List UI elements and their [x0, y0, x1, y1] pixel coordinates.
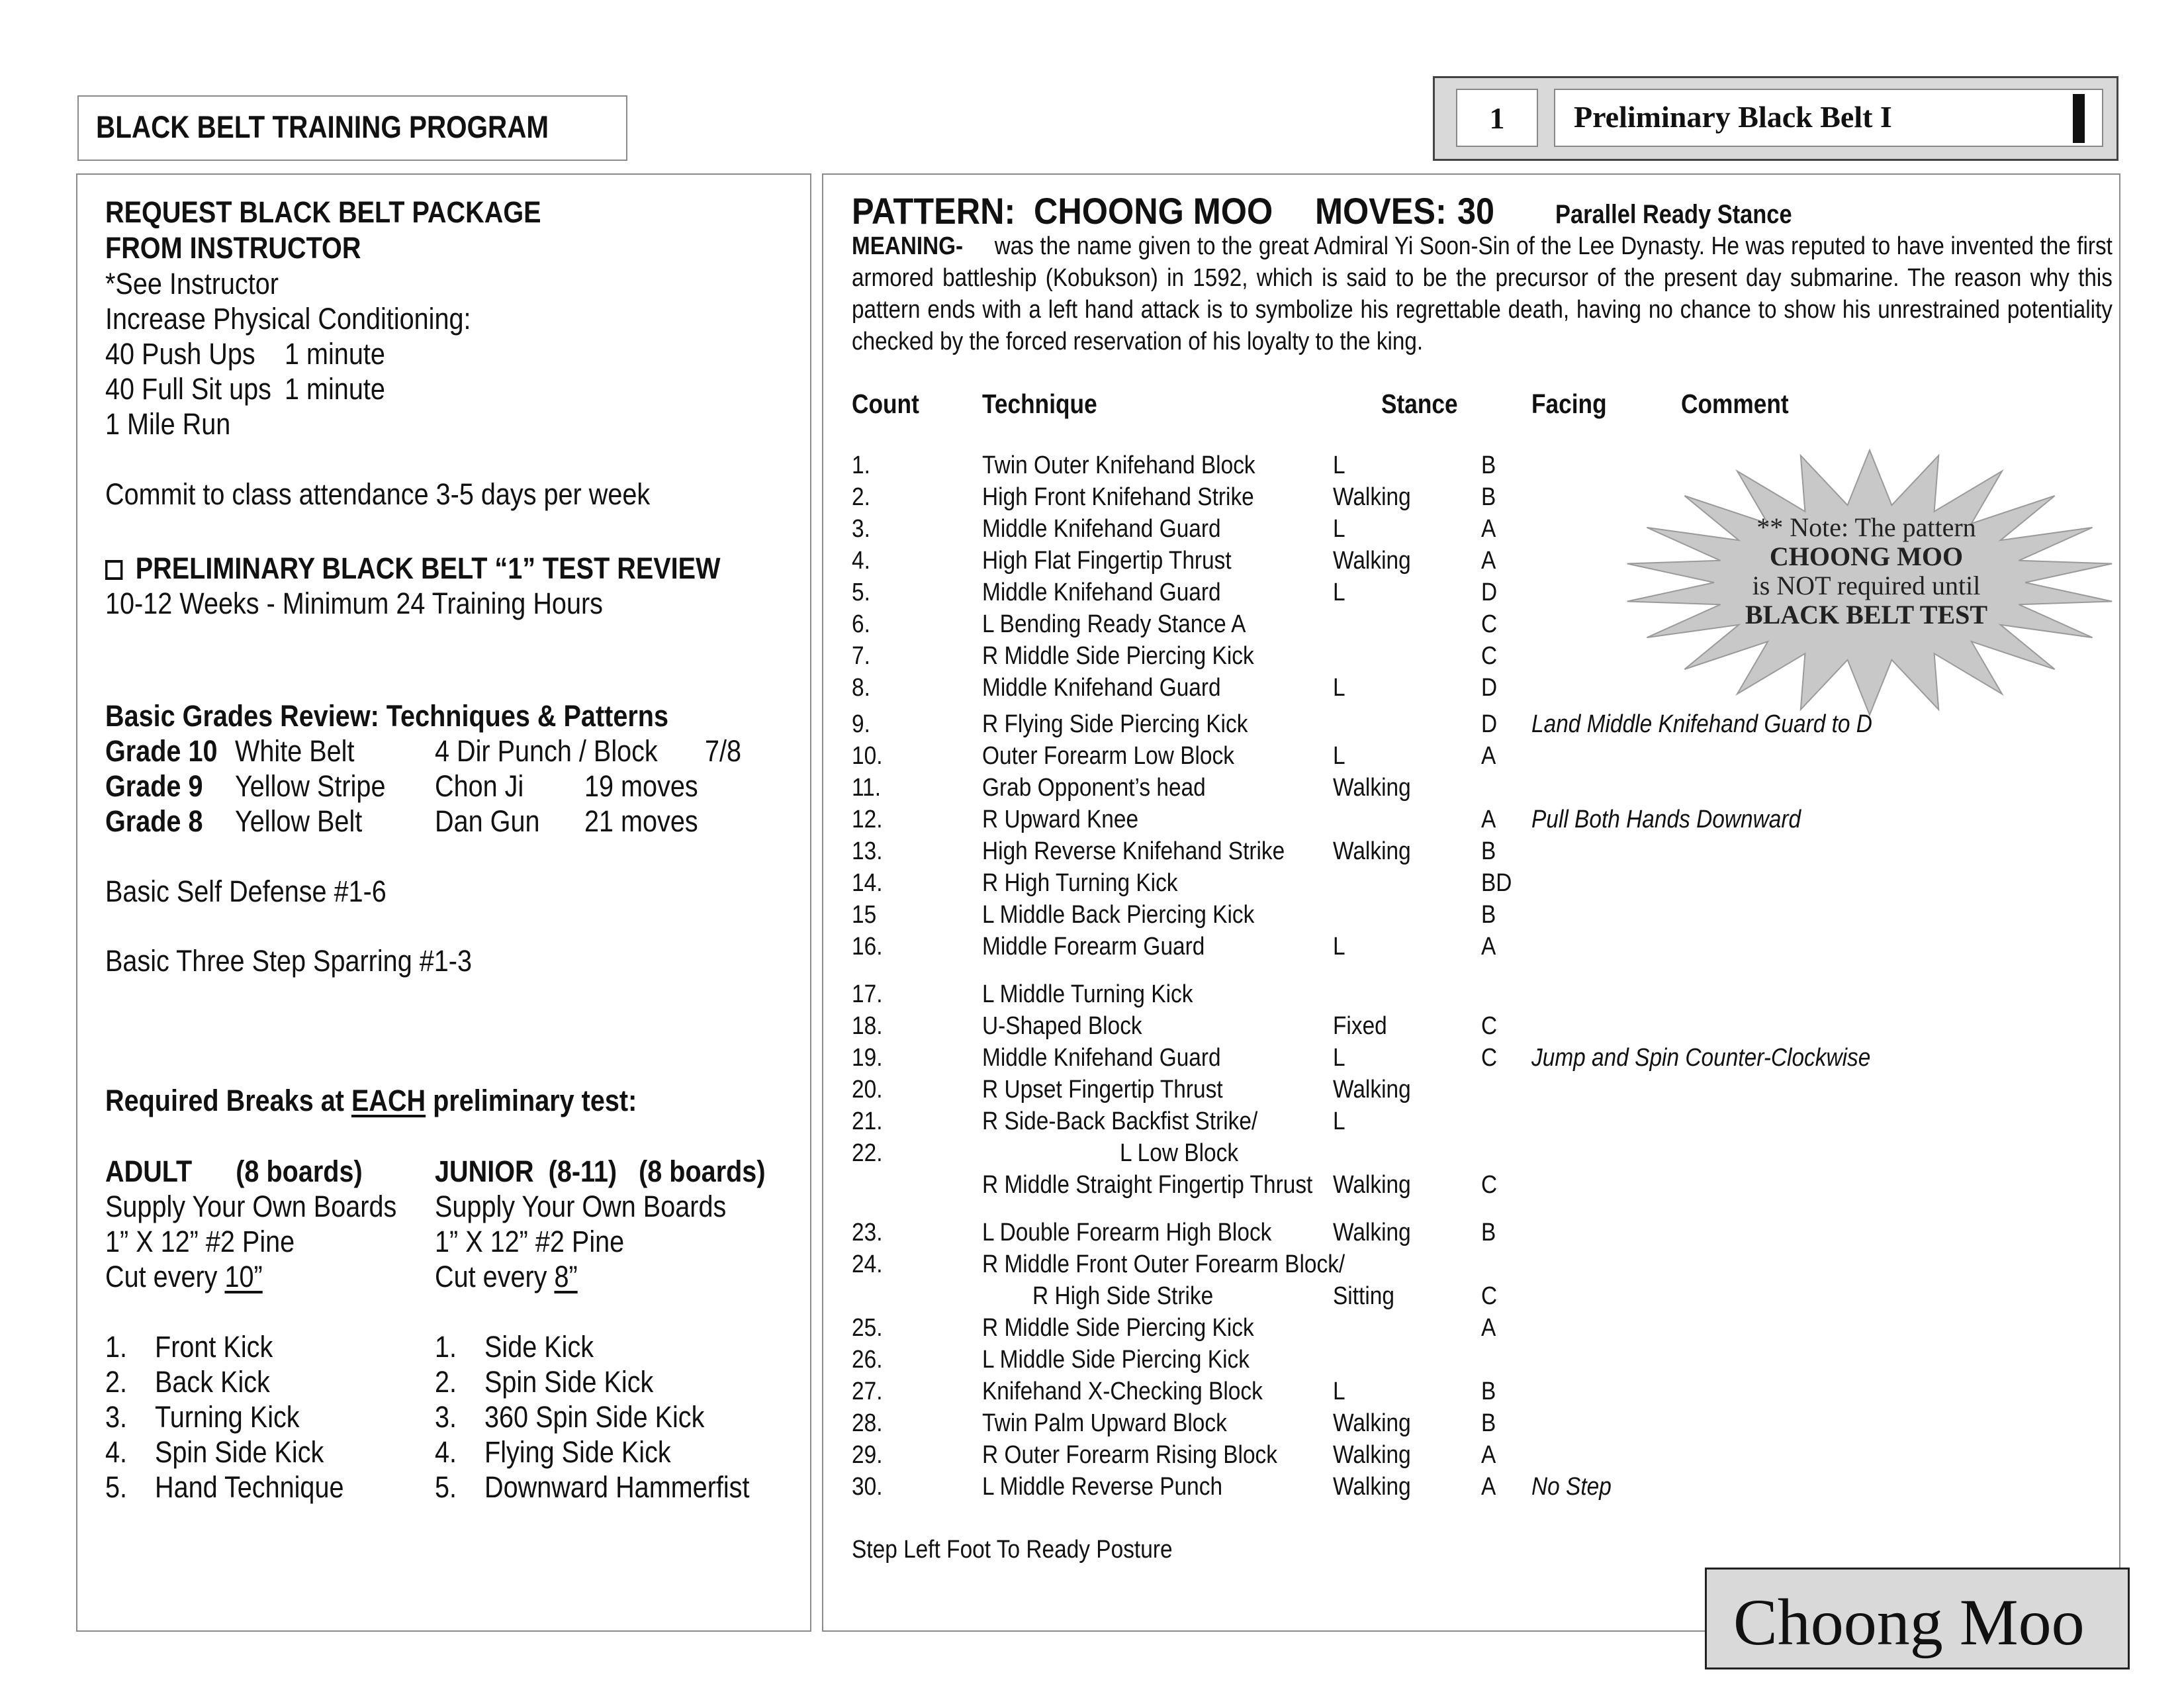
move-row: 15 L Middle Back Piercing Kick B [852, 901, 1496, 929]
break-number: 1. [105, 1330, 128, 1364]
adult-supply: Supply Your Own Boards [105, 1190, 397, 1223]
conditioning-item: 40 Full Sit ups [105, 372, 271, 406]
checkbox-icon[interactable] [105, 560, 122, 580]
adult-break-technique: Back Kick [155, 1365, 270, 1399]
junior-break-technique: Flying Side Kick [484, 1435, 671, 1469]
ready-stance: Parallel Ready Stance [1555, 200, 1792, 229]
col-technique: Technique [982, 389, 1097, 419]
move-row: 27. Knifehand X-Checking Block L B [852, 1378, 1496, 1405]
move-row: 16. Middle Forearm Guard L A [852, 933, 1496, 961]
meaning-label: MEANING- [852, 232, 964, 260]
conditioning-time: 1 minute [285, 337, 385, 371]
move-row: 1. Twin Outer Knifehand Block L B [852, 451, 1496, 479]
adult-heading: ADULT (8 boards) [105, 1154, 363, 1188]
closing-instruction: Step Left Foot To Ready Posture [852, 1536, 1173, 1564]
grade-pattern: Dan Gun [435, 804, 540, 838]
move-row: 17. L Middle Turning Kick [852, 980, 1193, 1008]
break-number: 3. [105, 1400, 128, 1434]
note-line-bold: BLACK BELT TEST [1745, 600, 1988, 630]
move-row: 8. Middle Knifehand Guard L D [852, 674, 1498, 702]
level-header-box [1433, 76, 2118, 161]
adult-break-technique: Spin Side Kick [155, 1435, 324, 1469]
conditioning-item: 1 Mile Run [105, 407, 231, 441]
move-row: 2. High Front Knifehand Strike Walking B [852, 483, 1496, 511]
moves-label: MOVES: [1315, 190, 1447, 232]
self-defense: Basic Self Defense #1-6 [105, 874, 387, 908]
move-row: 24. R Middle Front Outer Forearm Block/ [852, 1250, 1345, 1278]
test-duration: 10-12 Weeks - Minimum 24 Training Hours [105, 586, 603, 620]
pattern-panel [822, 173, 2120, 1632]
moves-count: 30 [1457, 190, 1495, 232]
break-number: 2. [105, 1365, 128, 1399]
level-title-box [1554, 89, 2103, 147]
pattern-label: PATTERN: [852, 190, 1016, 232]
move-row: 30. L Middle Reverse Punch Walking A No Step [852, 1473, 1612, 1501]
title-bar-marker [2073, 94, 2085, 143]
note-line: is NOT required until [1752, 571, 1981, 600]
move-row: 28. Twin Palm Upward Block Walking B [852, 1409, 1496, 1437]
move-row: 7. R Middle Side Piercing Kick C [852, 642, 1498, 670]
grade-belt: Yellow Stripe [235, 769, 386, 803]
col-facing: Facing [1531, 389, 1607, 419]
col-count: Count [852, 389, 919, 419]
junior-cut: Cut every 8” [435, 1260, 578, 1293]
move-row: 10. Outer Forearm Low Block L A [852, 742, 1496, 770]
move-row: 14. R High Turning Kick BD [852, 869, 1512, 897]
note-text [1694, 513, 2038, 630]
grade-label: Grade 8 [105, 804, 203, 838]
conditioning-item: 40 Push Ups [105, 337, 255, 371]
col-stance: Stance [1381, 389, 1458, 419]
adult-break-technique: Turning Kick [155, 1400, 300, 1434]
grade-pattern: 4 Dir Punch / Block [435, 734, 658, 768]
junior-supply: Supply Your Own Boards [435, 1190, 727, 1223]
move-row: 4. High Flat Fingertip Thrust Walking A [852, 547, 1496, 575]
adult-cut: Cut every 10” [105, 1260, 263, 1293]
break-number: 1. [435, 1330, 457, 1364]
break-number: 5. [435, 1470, 457, 1504]
move-row: 13. High Reverse Knifehand Strike Walking B [852, 837, 1496, 865]
see-instructor: *See Instructor [105, 267, 279, 301]
note-line: ** Note: The pattern [1756, 512, 1976, 542]
junior-break-technique: Spin Side Kick [484, 1365, 654, 1399]
adult-break-technique: Front Kick [155, 1330, 273, 1364]
grade-belt: White Belt [235, 734, 355, 768]
junior-break-technique: Side Kick [484, 1330, 594, 1364]
three-step-sparring: Basic Three Step Sparring #1-3 [105, 944, 472, 978]
junior-board: 1” X 12” #2 Pine [435, 1225, 625, 1258]
junior-break-technique: 360 Spin Side Kick [484, 1400, 705, 1434]
test-review-heading: PRELIMINARY BLACK BELT “1” TEST REVIEW [105, 553, 804, 583]
move-row: R Middle Straight Fingertip Thrust Walking C [982, 1171, 1498, 1199]
adult-break-technique: Hand Technique [155, 1470, 344, 1504]
move-row: 12. R Upward Knee A Pull Both Hands Downward [852, 806, 1801, 833]
program-title: BLACK BELT TRAINING PROGRAM [96, 109, 549, 144]
grade-moves: 7/8 [705, 734, 742, 768]
move-row: 18. U-Shaped Block Fixed C [852, 1012, 1498, 1040]
conditioning-time: 1 minute [285, 372, 385, 406]
break-number: 2. [435, 1365, 457, 1399]
move-row: 19. Middle Knifehand Guard L C Jump and Spin Counter-Clockwise [852, 1044, 1871, 1072]
adult-board: 1” X 12” #2 Pine [105, 1225, 295, 1258]
break-number: 3. [435, 1400, 457, 1434]
grade-label: Grade 9 [105, 769, 203, 803]
move-row: 26. L Middle Side Piercing Kick [852, 1346, 1250, 1374]
move-row: 25. R Middle Side Piercing Kick A [852, 1314, 1496, 1342]
grade-pattern: Chon Ji [435, 769, 524, 803]
request-heading-1: REQUEST BLACK BELT PACKAGE [105, 195, 541, 229]
pattern-name-label [1705, 1568, 2130, 1669]
pattern-name: CHOONG MOO [1034, 190, 1273, 232]
grade-moves: 19 moves [584, 769, 698, 803]
meaning-paragraph [852, 230, 2113, 357]
move-row: 23. L Double Forearm High Block Walking B [852, 1219, 1496, 1246]
level-title: Preliminary Black Belt I [1574, 100, 1892, 134]
move-row: 6. L Bending Ready Stance A C [852, 610, 1498, 638]
pattern-name-footer: Choong Moo [1733, 1585, 2085, 1659]
basic-review-heading: Basic Grades Review: Techniques & Patterns [105, 699, 668, 733]
move-row: 5. Middle Knifehand Guard L D [852, 579, 1498, 606]
break-number: 5. [105, 1470, 128, 1504]
note-line-bold: CHOONG MOO [1769, 541, 1964, 571]
junior-break-technique: Downward Hammerfist [484, 1470, 750, 1504]
page-number: 1 [1456, 89, 1538, 147]
program-title-box [77, 95, 627, 161]
attendance-text: Commit to class attendance 3-5 days per week [105, 477, 651, 511]
junior-heading: JUNIOR (8-11) (8 boards) [435, 1154, 766, 1188]
move-row: 11. Grab Opponent’s head Walking [852, 774, 1411, 802]
move-row: 29. R Outer Forearm Rising Block Walking A [852, 1441, 1496, 1469]
meaning-text: was the name given to the great Admiral Yi Soon-Sin of the Lee Dynasty. He was reputed to have invented the first armored battleship (Kobukson) in 1592, which is said to be the precursor of the present day submarine. The reason why this pattern ends with a left hand attack is to symbolize his regrettable death, having no chance to show his unrestrained potentiality checked by the forced reservation of his loyalty to the king. [852, 232, 2113, 355]
move-row: 9. R Flying Side Piercing Kick D Land Middle Knifehand Guard to D [852, 710, 1872, 738]
requirements-panel [76, 173, 811, 1632]
break-number: 4. [435, 1435, 457, 1469]
move-row: 21. R Side-Back Backfist Strike/ L [852, 1107, 1345, 1135]
grade-belt: Yellow Belt [235, 804, 363, 838]
conditioning-title: Increase Physical Conditioning: [105, 302, 471, 336]
grade-label: Grade 10 [105, 734, 218, 768]
move-row: R High Side Strike Sitting C [1032, 1282, 1498, 1310]
move-row: 3. Middle Knifehand Guard L A [852, 515, 1496, 543]
request-heading-2: FROM INSTRUCTOR [105, 231, 361, 265]
col-comment: Comment [1681, 389, 1789, 419]
breaks-heading: Required Breaks at EACH preliminary test: [105, 1084, 637, 1117]
break-number: 4. [105, 1435, 128, 1469]
move-row: 20. R Upset Fingertip Thrust Walking [852, 1076, 1411, 1103]
move-row: 22. L Low Block [852, 1139, 1239, 1167]
grade-moves: 21 moves [584, 804, 698, 838]
